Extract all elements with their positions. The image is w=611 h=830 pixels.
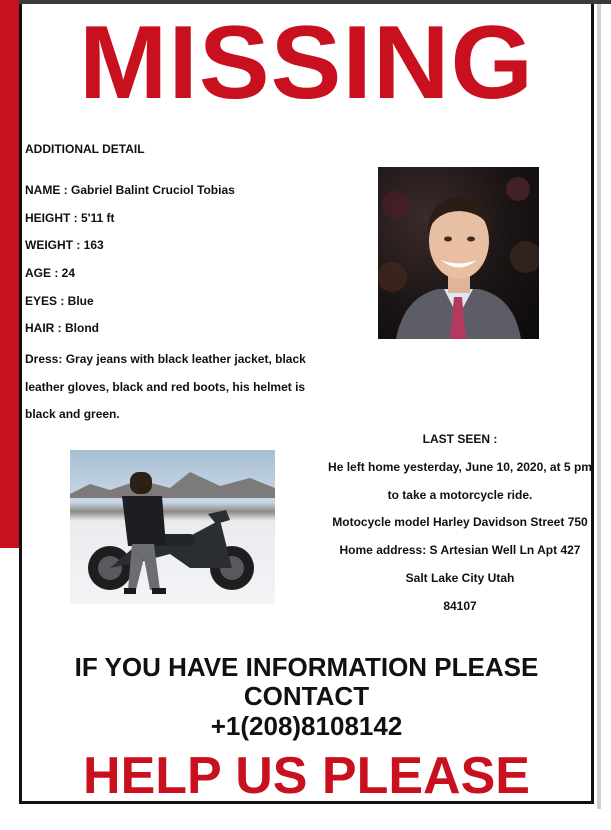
- missing-title: MISSING: [78, 5, 535, 121]
- name-field: NAME : Gabriel Balint Cruciol Tobias: [25, 183, 235, 197]
- hair-field: HAIR : Blond: [25, 321, 99, 335]
- contact-line-2: CONTACT: [243, 681, 370, 711]
- motorcycle-photo: [70, 450, 275, 604]
- dress-description: Dress: Gray jeans with black leather jacket, black leather gloves, black and red boots, his helmet is black and green.: [25, 352, 306, 421]
- portrait-photo: [378, 167, 539, 339]
- contact-line-1: IF YOU HAVE INFORMATION PLEASE: [74, 652, 539, 682]
- city-state: Salt Lake City Utah: [405, 571, 515, 585]
- missing-poster: [19, 4, 594, 804]
- eyes-field: EYES : Blue: [25, 294, 94, 308]
- last-seen-line-1: He left home yesterday, June 10, 2020, at 5 pm: [328, 460, 592, 474]
- weight-field: WEIGHT : 163: [25, 238, 104, 252]
- age-field: AGE : 24: [25, 266, 76, 280]
- last-seen-title: LAST SEEN :: [422, 432, 498, 446]
- zip-code: 84107: [443, 599, 477, 613]
- home-address: Home address: S Artesian Well Ln Apt 427: [339, 543, 581, 557]
- additional-detail-heading: ADDITIONAL DETAIL: [25, 142, 145, 156]
- height-field: HEIGHT : 5'11 ft: [25, 211, 115, 225]
- motorcycle-illustration: [70, 450, 275, 604]
- portrait-illustration: [378, 167, 539, 339]
- last-seen-line-2: to take a motorcycle ride.: [387, 488, 533, 502]
- page-shadow: [597, 4, 601, 809]
- contact-phone: +1(208)8108142: [210, 711, 403, 741]
- help-us-please: HELP US PLEASE: [83, 747, 530, 805]
- motorcycle-model: Motocycle model Harley Davidson Street 750: [332, 515, 588, 529]
